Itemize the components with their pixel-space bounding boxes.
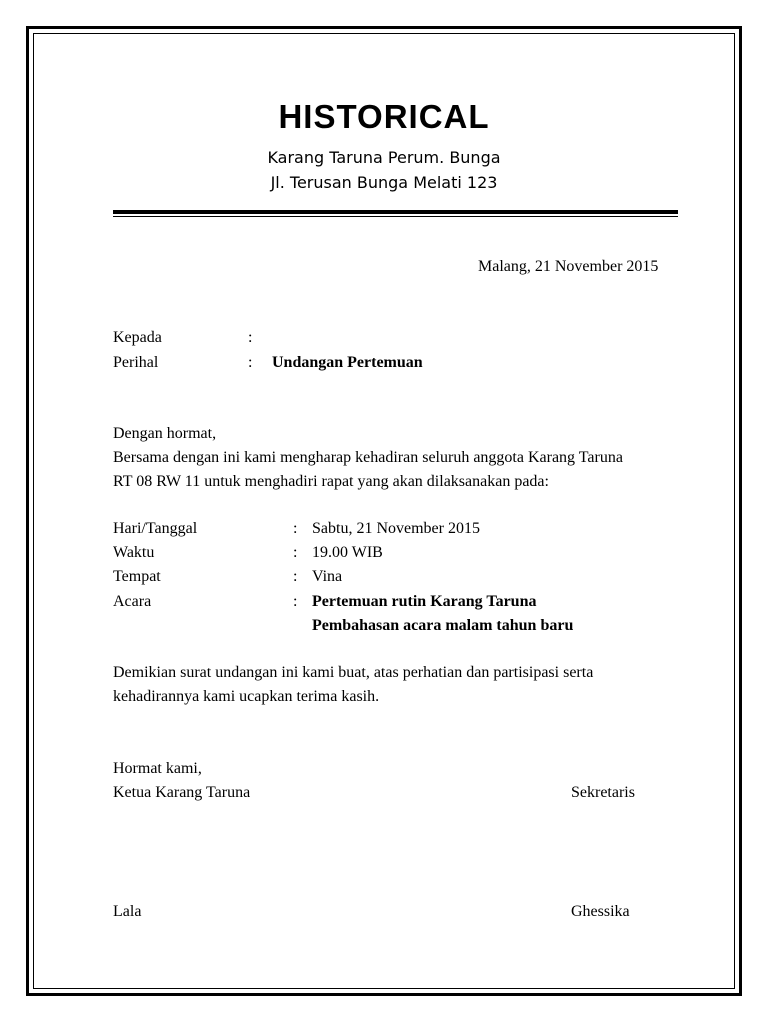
to-label: Kepada (113, 329, 162, 346)
subject-colon: : (248, 354, 253, 371)
detail-label-agenda: Acara (113, 593, 152, 610)
regards: Hormat kami, (113, 760, 202, 777)
detail-value-time: 19.00 WIB (312, 544, 383, 561)
signatory-right-name: Ghessika (571, 903, 630, 920)
body-paragraph-line-1: Bersama dengan ini kami mengharap kehadiran seluruh anggota Karang Taruna (113, 449, 623, 466)
detail-value-agenda-2: Pembahasan acara malam tahun baru (312, 617, 574, 634)
letterhead-organization: Karang Taruna Perum. Bunga (267, 148, 501, 167)
letterhead-rule-thick (113, 210, 678, 214)
body-paragraph-line-2: RT 08 RW 11 untuk menghadiri rapat yang akan dilaksanakan pada: (113, 473, 549, 490)
detail-colon-agenda: : (293, 593, 298, 610)
subject-label: Perihal (113, 354, 159, 371)
signatory-left-role: Ketua Karang Taruna (113, 784, 251, 801)
detail-value-date: Sabtu, 21 November 2015 (312, 520, 480, 537)
detail-value-agenda-1: Pertemuan rutin Karang Taruna (312, 593, 537, 610)
signatory-right-role: Sekretaris (571, 784, 635, 801)
detail-colon-place: : (293, 568, 298, 585)
to-colon: : (248, 329, 253, 346)
detail-value-place: Vina (312, 568, 343, 585)
detail-colon-date: : (293, 520, 298, 537)
subject-value: Undangan Pertemuan (272, 354, 423, 371)
greeting: Dengan hormat, (113, 425, 217, 442)
closing-line-1: Demikian surat undangan ini kami buat, atas perhatian dan partisipasi serta (113, 664, 594, 681)
letterhead-title: HISTORICAL (278, 98, 490, 135)
signatory-left-name: Lala (113, 903, 142, 920)
letterhead-address: Jl. Terusan Bunga Melati 123 (270, 173, 498, 192)
closing-line-2: kehadirannya kami ucapkan terima kasih. (113, 688, 380, 705)
detail-label-time: Waktu (113, 544, 155, 561)
letterhead-rule-thin (113, 216, 678, 217)
letter-date: Malang, 21 November 2015 (478, 258, 659, 275)
detail-label-date: Hari/Tanggal (113, 520, 198, 537)
detail-label-place: Tempat (113, 568, 161, 585)
detail-colon-time: : (293, 544, 298, 561)
